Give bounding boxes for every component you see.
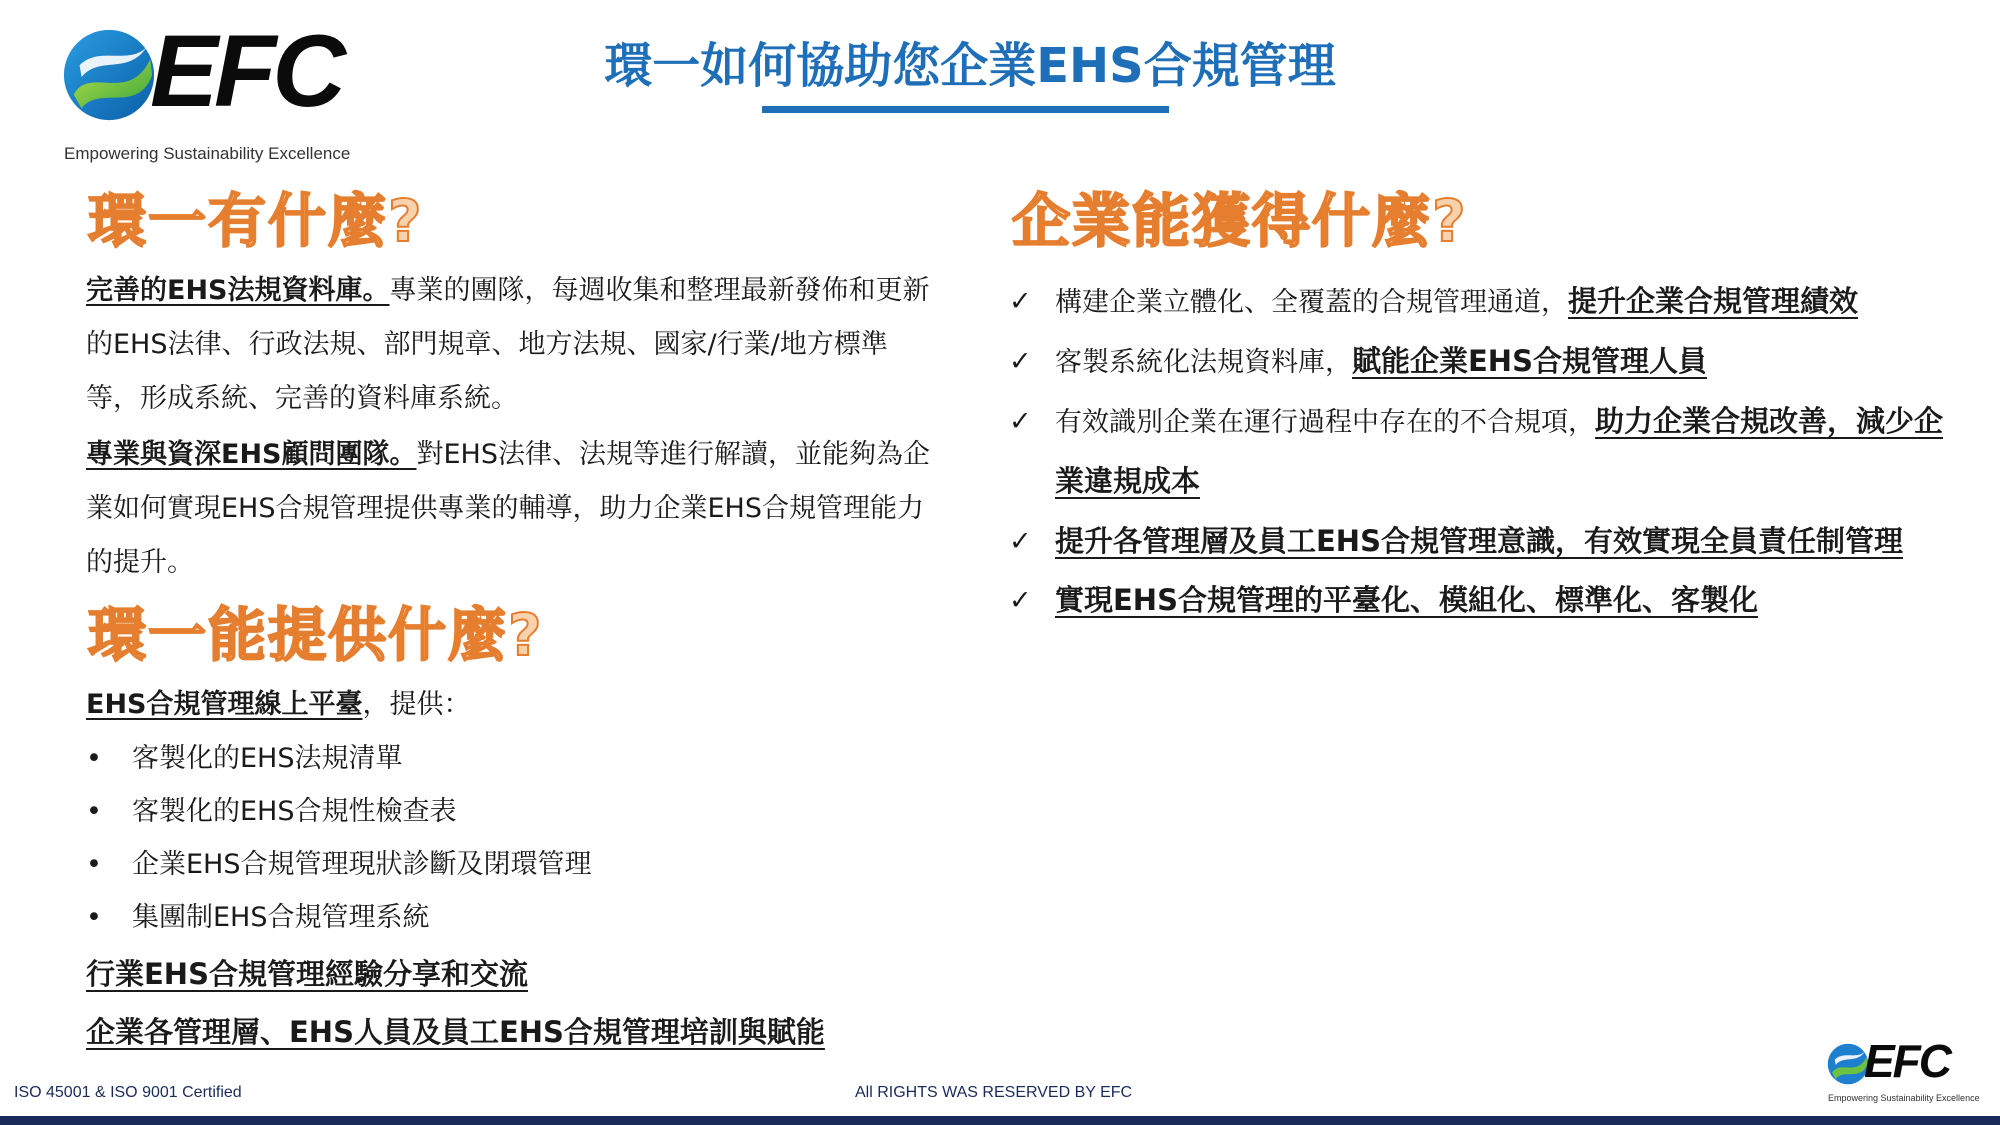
experience-sharing: 行業EHS合規管理經驗分享和交流 [86,957,528,991]
consultant-team-lead: 專業與資深EHS顧問團隊。 [86,439,417,470]
bullet-icon: • [86,796,102,827]
list-item: ✓ 客製系統化法規資料庫，賦能企業EHS合規管理人員 [1005,332,1965,392]
checkmark-icon: ✓ [1009,346,1032,377]
logo-wordmark: EFC [150,14,342,128]
list-item: ✓ 提升各管理層及員工EHS合規管理意識，有效實現全員責任制管理 [1005,512,1965,571]
list-item: • 客製化的EHS合規性檢查表 [86,785,592,838]
certification-text: ISO 45001 & ISO 9001 Certified [14,1084,242,1101]
list-item: • 集團制EHS合規管理系統 [86,891,592,944]
regulation-database-text: 專業的團隊，每週收集和整理最新發佈和更新的EHS法律、行政法規、部門規章、地方法規、國家/行業/地方標準等，形成系統、完善的資料庫系統。 [86,275,930,414]
checkmark-icon: ✓ [1009,406,1032,437]
efc-globe-icon [60,26,158,124]
copyright-text: All RIGHTS WAS RESERVED BY EFC [855,1084,1133,1101]
page-title: 環一如何協助您企業EHS合規管理 [604,38,1336,94]
paragraph-consultant-team [86,428,931,590]
heading-what-we-have: 環一有什麼? [88,187,424,255]
list-item: • 企業EHS合規管理現狀診斷及閉環管理 [86,838,592,891]
benefit-list [1005,272,1965,630]
offer-list [86,732,592,944]
paragraph-regulation-database [86,264,931,426]
list-item: ✓ 構建企業立體化、全覆蓋的合規管理通道，提升企業合規管理績效 [1005,272,1965,332]
logo-tagline: Empowering Sustainability Excellence [64,144,351,163]
efc-logo-small [1826,1035,1986,1108]
consultant-team-text: 對EHS法律、法規等進行解讀，並能夠為企業如何實現EHS合規管理提供專業的輔導，助力企業EHS合規管理能力的提升。 [86,439,931,578]
bullet-icon: • [86,849,102,880]
heading-what-you-get: 企業能獲得什麼? [1012,187,1468,255]
logo-wordmark: EFC [1864,1035,1950,1087]
bullet-icon: • [86,743,102,774]
platform-lead: EHS合規管理線上平臺 [86,689,363,720]
platform-suffix: ，提供： [362,689,471,720]
footer-bar [0,1116,2000,1125]
heading-what-we-offer: 環一能提供什麼? [88,601,544,669]
checkmark-icon: ✓ [1009,585,1032,616]
training-empowerment: 企業各管理層、EHS人員及員工EHS合規管理培訓與賦能 [86,1015,825,1049]
logo-tagline: Empowering Sustainability Excellence [1828,1093,1980,1103]
list-item: ✓ 實現EHS合規管理的平臺化、模組化、標準化、客製化 [1005,571,1965,630]
list-item: • 客製化的EHS法規清單 [86,732,592,785]
checkmark-icon: ✓ [1009,526,1032,557]
bullet-icon: • [86,902,102,933]
regulation-database-lead: 完善的EHS法規資料庫。 [86,275,390,306]
platform-line [86,678,471,732]
list-item: ✓ 有效識別企業在運行過程中存在的不合規項，助力企業合規改善，減少企業違規成本 [1005,392,1965,512]
checkmark-icon: ✓ [1009,286,1032,317]
efc-logo [60,14,380,163]
title-underline [762,106,1169,113]
